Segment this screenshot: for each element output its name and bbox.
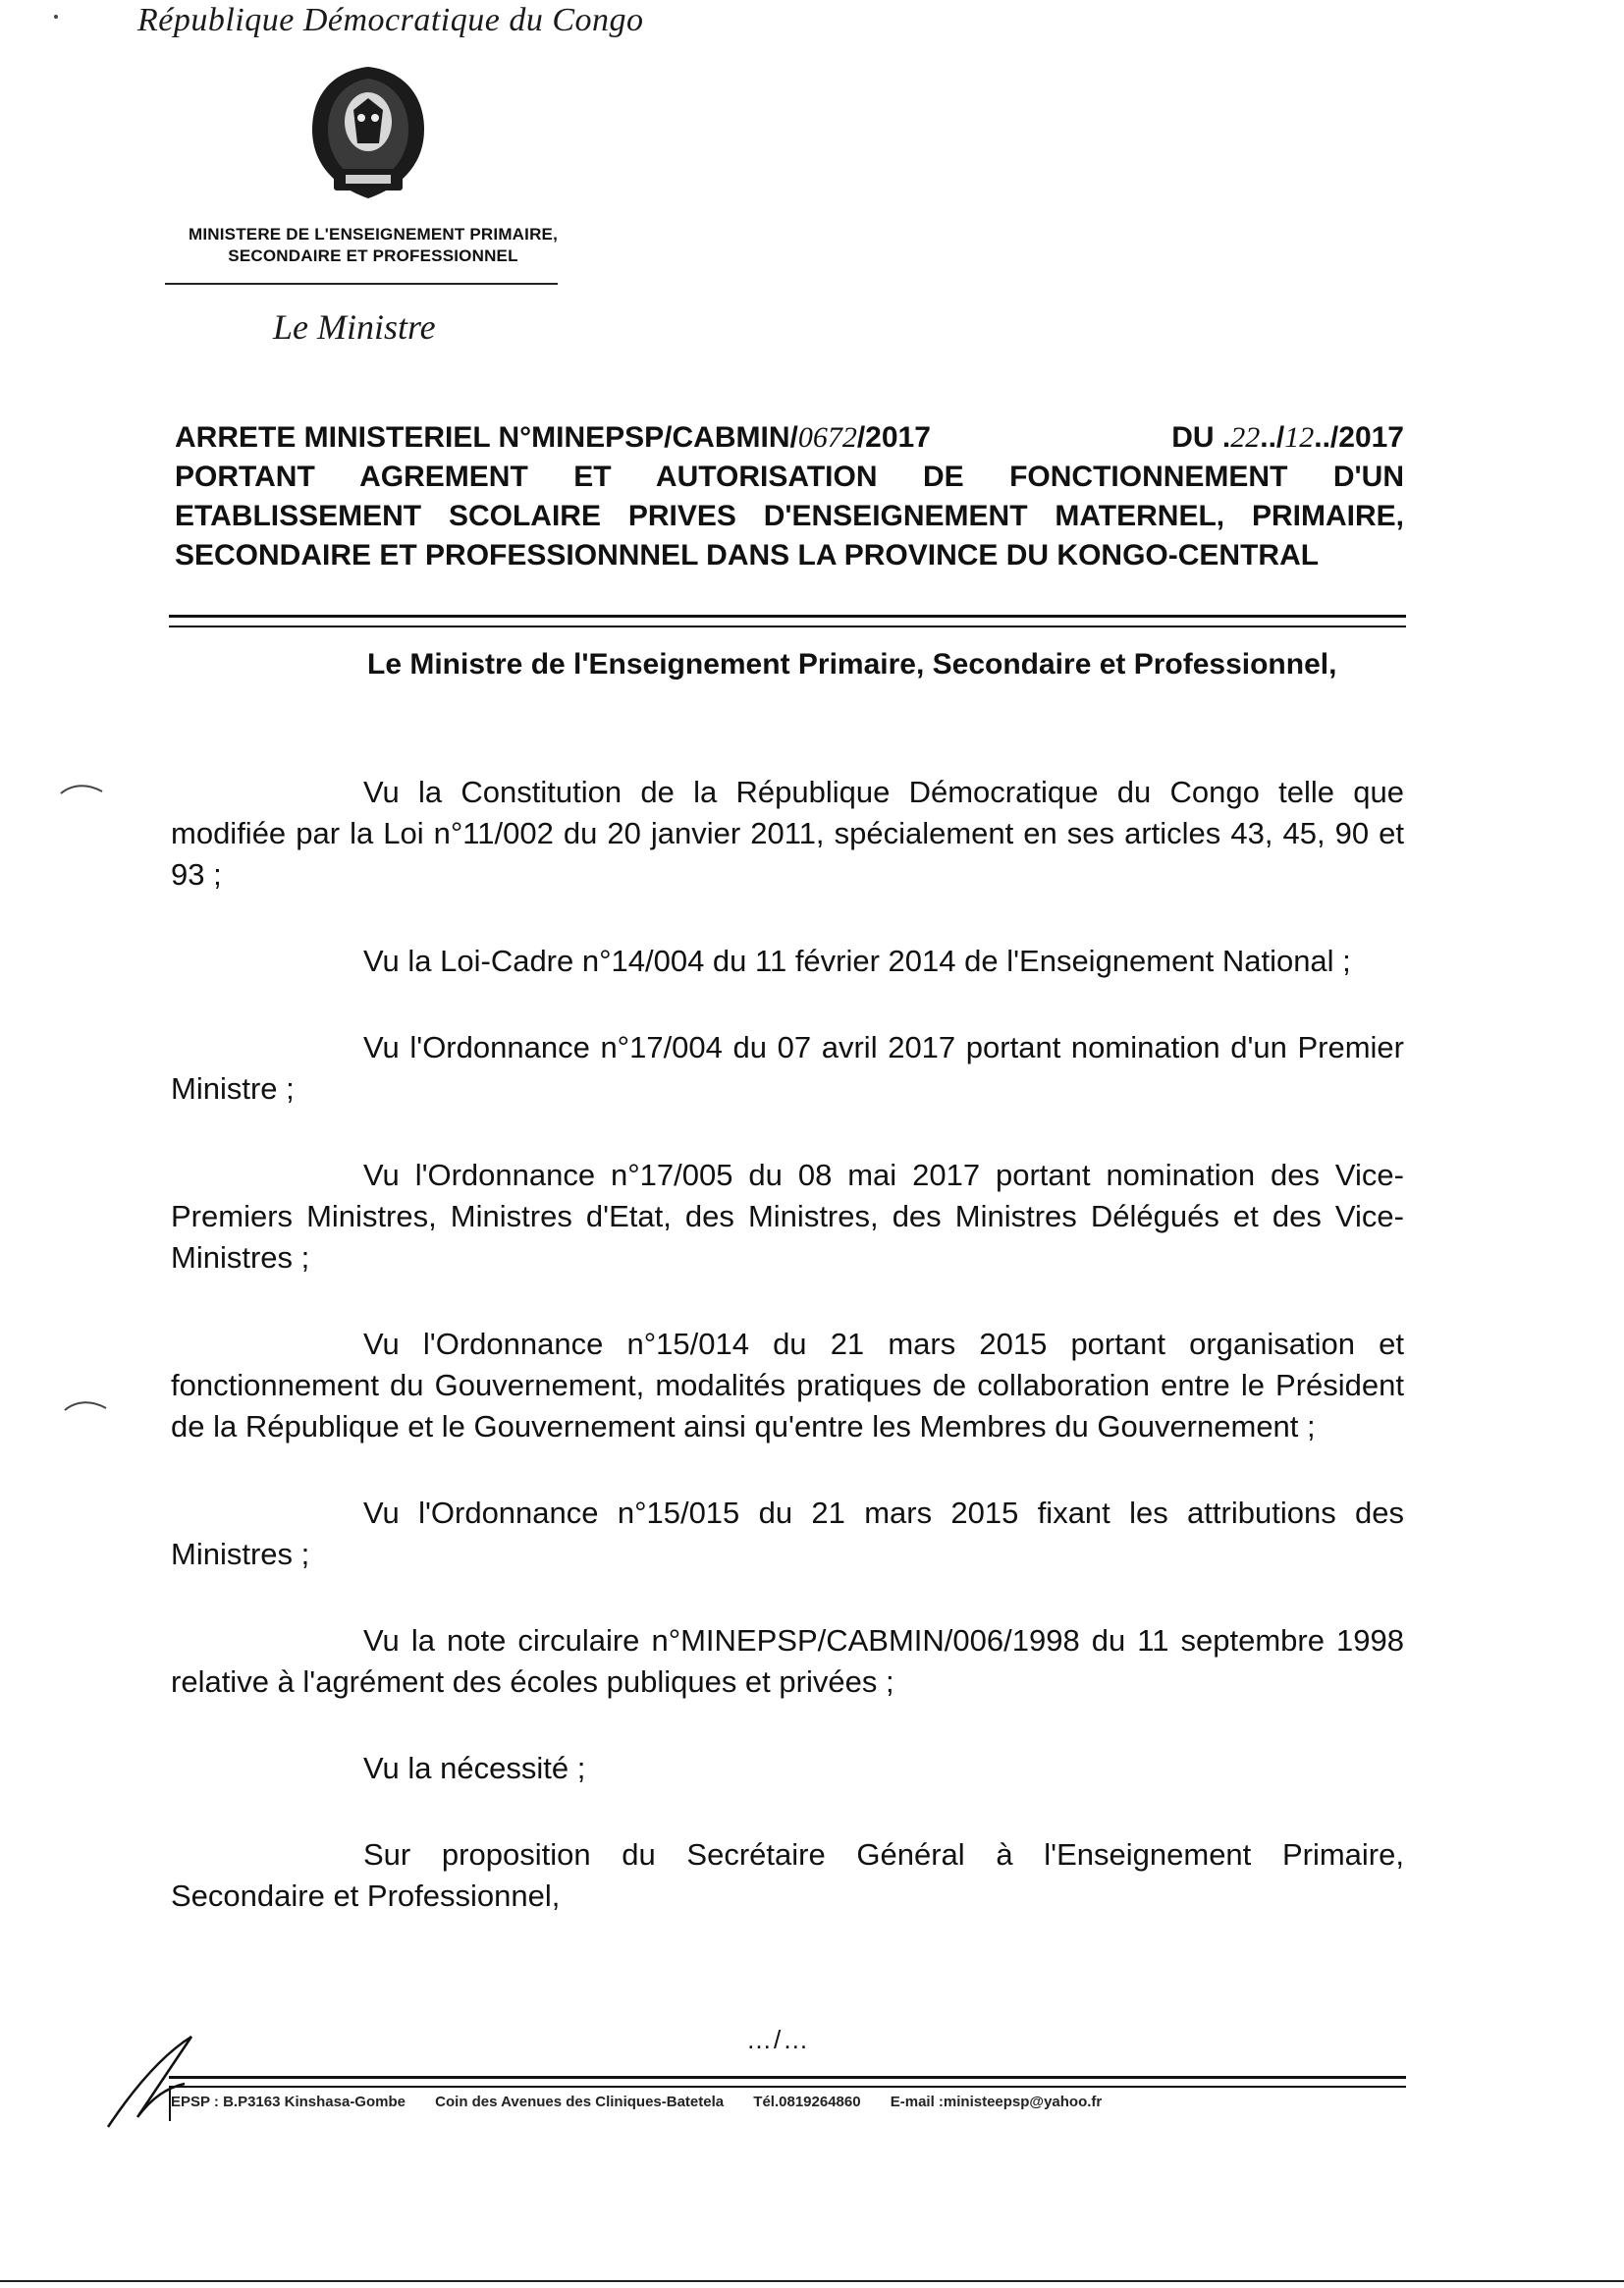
consideration-paragraph: Vu la Constitution de la République Démocratique du Congo telle que modifiée par la Loi n°11/002 du 20 janvier 2011, spécialement en ses articles 43, 45, 90 et 93 ; <box>171 775 1404 892</box>
considerations <box>171 772 1404 1962</box>
preamble: Le Ministre de l'Enseignement Primaire, Secondaire et Professionnel, <box>367 648 1337 681</box>
handwritten-date-month: 12 <box>1284 421 1315 454</box>
date-separator: ../ <box>1260 421 1285 454</box>
reference-prefix: ARRETE MINISTERIEL N°MINEPSP/CABMIN/ <box>175 421 798 454</box>
consideration-paragraph: Vu la nécessité ; <box>363 1751 586 1785</box>
decree-reference <box>175 418 931 458</box>
title-double-rule <box>169 615 1406 627</box>
handwritten-reference-number: 0672 <box>797 421 857 454</box>
page-continuation: …/… <box>746 2025 811 2054</box>
handwritten-date-day: 22 <box>1230 421 1261 454</box>
decree-date <box>1171 418 1404 458</box>
reference-year: /2017 <box>856 421 931 454</box>
office-title: Le Ministre <box>273 307 436 347</box>
decree-subject: PORTANT AGREMENT ET AUTORISATION DE FONCTIONNEMENT D'UN ETABLISSEMENT SCOLAIRE PRIVES D'ENSEIGNEMENT MATERNEL, PRIMAIRE, SECONDAIRE ET PROFESSIONNNEL DANS LA PROVINCE DU KONGO-CENTRAL <box>175 461 1404 572</box>
consideration-paragraph: Vu l'Ordonnance n°17/005 du 08 mai 2017 portant nomination des Vice-Premiers Ministres, Ministres d'Etat, des Ministres, des Ministres Délégués et des Vice-Ministres ; <box>171 1158 1404 1275</box>
ministry-name <box>147 224 599 267</box>
republic-heading: République Démocratique du Congo <box>137 2 644 38</box>
scan-mark <box>59 782 104 795</box>
scan-bottom-edge <box>0 2280 1624 2282</box>
ministry-line-1: MINISTERE DE L'ENSEIGNEMENT PRIMAIRE, <box>188 225 559 244</box>
consideration-paragraph: Vu la Loi-Cadre n°14/004 du 11 février 2014 de l'Enseignement National ; <box>363 944 1351 978</box>
scan-mark <box>51 12 61 22</box>
coat-of-arms-emblem-icon <box>295 61 442 208</box>
footer-email: E-mail :ministeepsp@yahoo.fr <box>890 2094 1103 2110</box>
ministry-divider <box>165 283 558 285</box>
decree-reference-line <box>175 418 1404 458</box>
date-prefix: DU . <box>1171 421 1231 454</box>
consideration-paragraph: Vu la note circulaire n°MINEPSP/CABMIN/006/1998 du 11 septembre 1998 relative à l'agrément des écoles publiques et privées ; <box>171 1623 1404 1699</box>
footer-phone: Tél.0819264860 <box>753 2094 861 2110</box>
consideration-paragraph: Sur proposition du Secrétaire Général à l'Enseignement Primaire, Secondaire et Professionnel, <box>171 1837 1404 1913</box>
footer-double-rule <box>169 2076 1406 2088</box>
consideration-paragraph: Vu l'Ordonnance n°15/014 du 21 mars 2015 portant organisation et fonctionnement du Gouvernement, modalités pratiques de collaboration entre le Président de la République et le Gouvernement ainsi qu'entre les Membres du Gouvernement ; <box>171 1327 1404 1444</box>
footer-contact <box>171 2094 1251 2110</box>
consideration-paragraph: Vu l'Ordonnance n°15/015 du 21 mars 2015 fixant les attributions des Ministres ; <box>171 1496 1404 1571</box>
ministry-line-2: SECONDAIRE ET PROFESSIONNEL <box>228 246 518 265</box>
decree-title <box>175 418 1404 575</box>
footer-address: EPSP : B.P3163 Kinshasa-Gombe <box>171 2094 406 2110</box>
scan-mark <box>63 1398 108 1412</box>
date-year: ../2017 <box>1314 421 1404 454</box>
consideration-paragraph: Vu l'Ordonnance n°17/004 du 07 avril 2017 portant nomination d'un Premier Ministre ; <box>171 1030 1404 1106</box>
footer-corner: Coin des Avenues des Cliniques-Batetela <box>435 2094 725 2110</box>
